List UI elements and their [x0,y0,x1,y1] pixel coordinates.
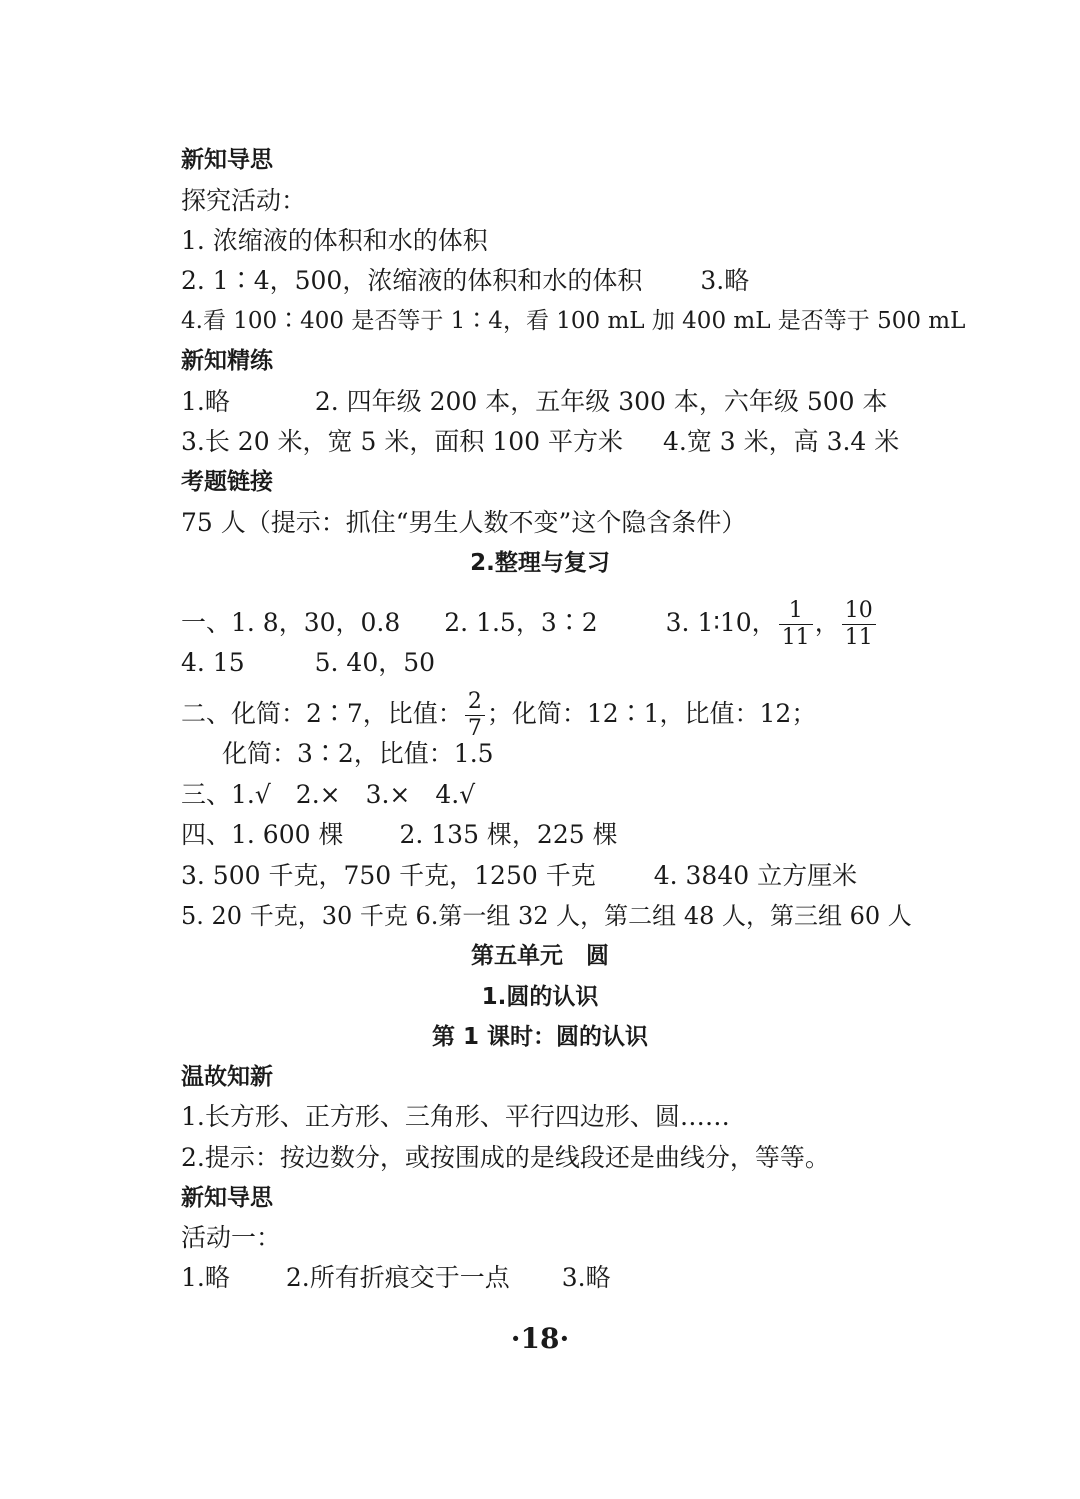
answer-text: 1.略 [181,387,230,416]
answer-line: 化简：3∶2，比值：1.5 [222,739,494,768]
activity-label: 活动一： [181,1223,282,1252]
answer-text: 2. 1.5，3∶2 [444,608,598,637]
page-number: ·18· [510,1322,570,1355]
answer-line: 75 人（提示：抓住“男生人数不变”这个隐含条件） [181,508,747,537]
answer-text: 3.略 [700,266,750,295]
answer-line [181,819,618,851]
section-heading-new-knowledge-guide: 新知导思 [181,147,273,173]
answer-text: 5. 40，50 [314,648,436,677]
answer-line: 5. 20 千克，30 千克 6.第一组 32 人，第二组 48 人，第三组 60 人 [181,902,912,930]
answer-line [181,647,435,679]
answer-line [181,860,857,892]
answer-text: 3.略 [561,1263,611,1292]
chapter-title: 1.圆的认识 [481,984,599,1010]
separator: ， [814,608,840,637]
lesson-title: 第 1 课时：圆的认识 [431,1024,649,1050]
section-heading-new-knowledge-guide: 新知导思 [181,1185,273,1211]
unit-title: 第五单元 圆 [471,943,609,969]
answer-line [181,1262,611,1294]
fraction [842,600,876,649]
answer-line: 1.长方形、正方形、三角形、平行四边形、圆…… [181,1102,730,1131]
answer-text: 4. 15 [181,648,245,677]
answer-line [181,386,888,418]
fraction-numerator: 1 [779,600,813,625]
review-title: 2.整理与复习 [470,550,610,576]
answer-text: 2. 四年级 200 本，五年级 300 本，六年级 500 本 [314,387,888,416]
answer-text: 二、化简：2∶7，比值： [181,699,463,728]
answer-text: 2.所有折痕交于一点 [285,1263,510,1292]
answer-line [181,691,816,740]
answer-text: 3. 500 千克，750 千克，1250 千克 [181,861,596,890]
answer-text: 4.宽 3 米，高 3.4 米 [662,427,900,456]
answer-text: ；化简：12∶1，比值：12； [486,699,817,728]
section-heading-review-old-knowledge: 温故知新 [181,1064,273,1090]
answer-line: 三、1.√ 2.× 3.× 4.√ [181,780,476,809]
fraction [465,691,485,740]
answer-text: 3. 1∶10， [665,608,777,637]
answer-text: 2. 1∶4，500，浓缩液的体积和水的体积 [181,266,643,295]
answer-line [181,426,899,458]
answer-line: 4.看 100∶400 是否等于 1∶4，看 100 mL 加 400 mL 是否等于 500 mL [181,308,966,334]
fraction-denominator: 7 [467,716,482,741]
section-heading-exam-link: 考题链接 [181,469,273,495]
section-heading-new-knowledge-practice: 新知精练 [181,348,273,374]
answer-text: 1.略 [181,1263,230,1292]
answer-text: 4. 3840 立方厘米 [653,861,858,890]
answer-line: 1. 浓缩液的体积和水的体积 [181,226,488,255]
answer-text: 3.长 20 米，宽 5 米，面积 100 平方米 [181,427,623,456]
answer-text: 2. 135 棵，225 棵 [399,820,618,849]
fraction [779,600,813,649]
fraction-numerator: 2 [465,691,485,716]
answer-line [181,265,749,297]
explore-activity-label: 探究活动： [181,186,307,215]
fraction-denominator: 11 [844,625,873,650]
answer-line: 2.提示：按边数分，或按围成的是线段还是曲线分，等等。 [181,1143,830,1172]
answer-text: 一、1. 8，30，0.8 [181,608,401,637]
answer-text: 四、1. 600 棵 [181,820,344,849]
fraction-numerator: 10 [842,600,876,625]
answer-line [181,600,878,649]
fraction-denominator: 11 [781,625,810,650]
